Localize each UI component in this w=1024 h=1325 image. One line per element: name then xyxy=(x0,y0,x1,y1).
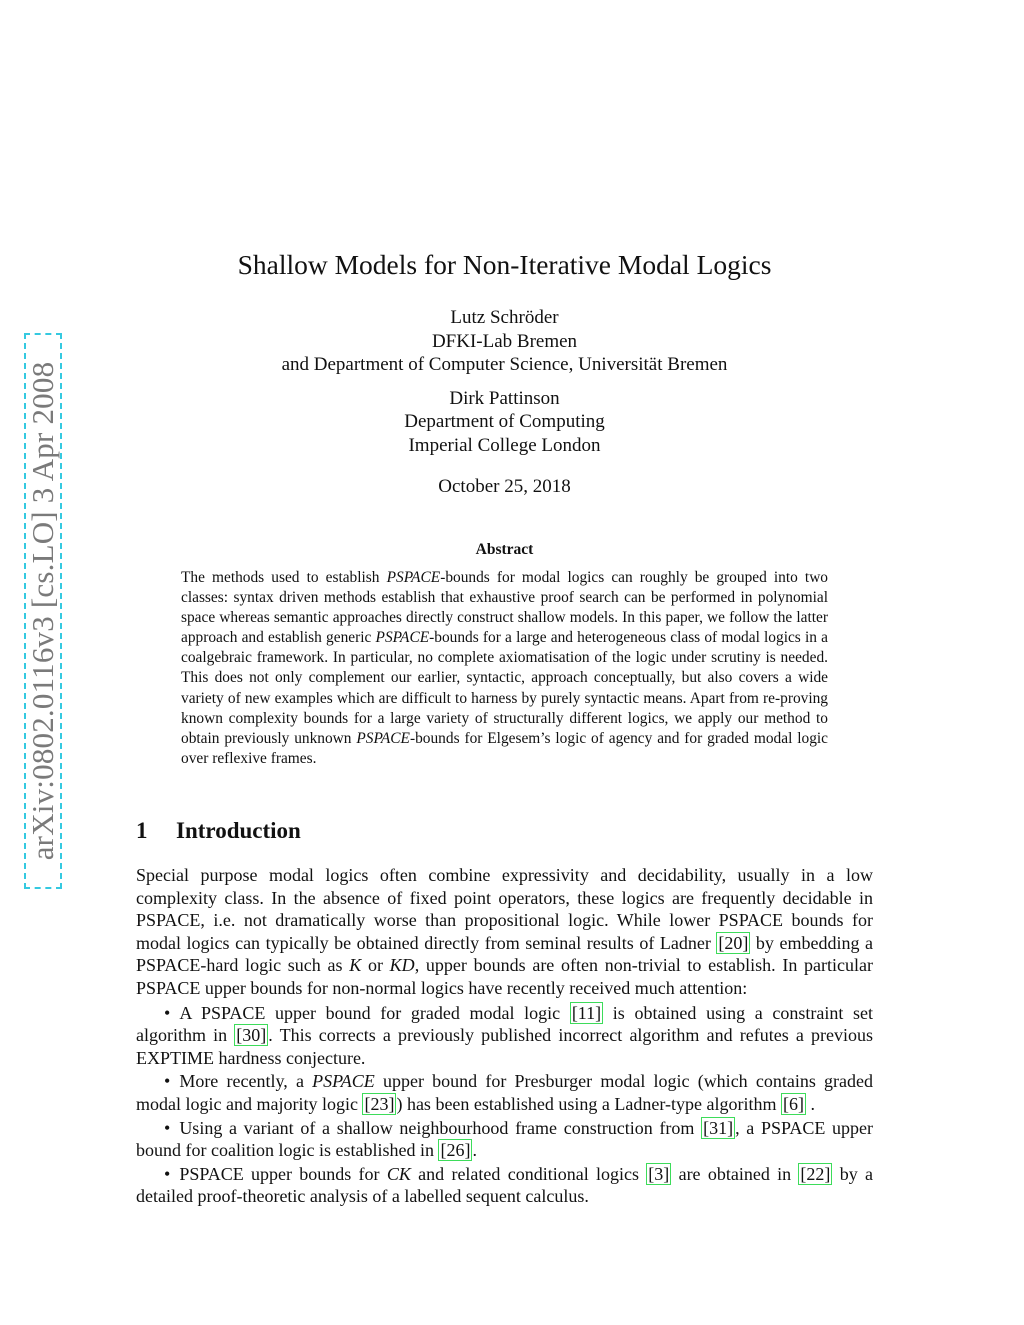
citation-link[interactable]: [11] xyxy=(571,1002,602,1023)
intro-paragraph: Special purpose modal logics often combine expressivity and decidability, usually in a low complexity class. In the absence of fixed point operators, these logics are frequently decidable in PSPACE, i.e. not dramatically worse than propositional logic. While lower PSPACE bounds for modal logics can typically be obtained directly from seminal results of Ladner [20] by embedding a PSPACE-hard logic such as K or KD, upper bounds are often non-trivial to establish. In particular PSPACE upper bounds for non-normal logics have recently received much attention: xyxy=(136,865,874,998)
list-item: • Using a variant of a shallow neighbourhood frame construction from [31] , a PSPACE upper bound for coalition logic is established in [26] . xyxy=(136,1117,873,1161)
citation-link[interactable]: [20] xyxy=(718,932,749,953)
author-1-name: Lutz Schröder xyxy=(450,307,559,328)
paper-date: October 25, 2018 xyxy=(438,476,571,497)
author-2-affiliation-1: Department of Computing xyxy=(404,411,605,432)
list-item: • More recently, a PSPACE upper bound for Presburger modal logic (which contains graded modal logic and majority logic [23] ) has been established using a Ladner-type algorithm [6] . xyxy=(136,1071,874,1114)
section-number: 1 xyxy=(136,818,148,843)
paper-title: Shallow Models for Non-Iterative Modal Logics xyxy=(237,249,772,280)
author-1-affiliation-2: and Department of Computer Science, Universität Bremen xyxy=(281,354,728,375)
citation-link[interactable]: [6] xyxy=(782,1093,804,1114)
citation-link[interactable]: [30] xyxy=(236,1025,267,1046)
bullet-icon: • xyxy=(164,1071,171,1092)
section-heading xyxy=(136,818,301,844)
citation-link[interactable]: [3] xyxy=(648,1163,670,1184)
author-2-name: Dirk Pattinson xyxy=(449,388,560,409)
section-title: Introduction xyxy=(176,818,301,843)
introduction-body xyxy=(136,864,873,1208)
bullet-icon: • xyxy=(164,1002,171,1023)
abstract-body: The methods used to establish PSPACE-bounds for modal logics can roughly be grouped into two classes: syntax driven methods establish that exhaustive proof search can be performed in polynomial space whereas semantic approaches directly construct shallow models. In this paper, we follow the latter approach and establish generic PSPACE-bounds for a large and heterogeneous class of modal logics in a coalgebraic framework. In particular, no complete axiomatisation of the logic under scrutiny is needed. This does not only complement our earlier, syntactic, approach conceptually, but also covers a wide variety of new examples which are difficult to harness by purely syntactic means. Apart from re-proving known complexity bounds for a large variety of structurally different logics, we apply our method to obtain previously unknown PSPACE-bounds for Elgesem’s logic of agency and for graded modal logic over reflexive frames. xyxy=(181,569,829,767)
citation-link[interactable]: [22] xyxy=(800,1163,831,1184)
citation-link[interactable]: [26] xyxy=(440,1140,471,1161)
arxiv-identifier: arXiv:0802.0116v3 [cs.LO] 3 Apr 2008 xyxy=(25,361,60,861)
abstract-heading: Abstract xyxy=(475,541,534,558)
list-item: • A PSPACE upper bound for graded modal logic [11] is obtained using a constraint set algorithm in [30] . This corrects a previously published incorrect algorithm and refutes a previous EXPTIME hardness conjecture. xyxy=(136,1002,873,1068)
citation-link[interactable]: [31] xyxy=(703,1117,734,1138)
author-2-affiliation-2: Imperial College London xyxy=(408,435,601,456)
citation-link[interactable]: [23] xyxy=(364,1093,395,1114)
bullet-icon: • xyxy=(164,1117,171,1138)
list-item: • PSPACE upper bounds for CK and related conditional logics [3] are obtained in [22] by a detailed proof-theoretic analysis of a labelled sequent calculus. xyxy=(136,1163,873,1207)
author-1-affiliation-1: DFKI-Lab Bremen xyxy=(431,331,578,352)
bullet-icon: • xyxy=(164,1163,171,1184)
